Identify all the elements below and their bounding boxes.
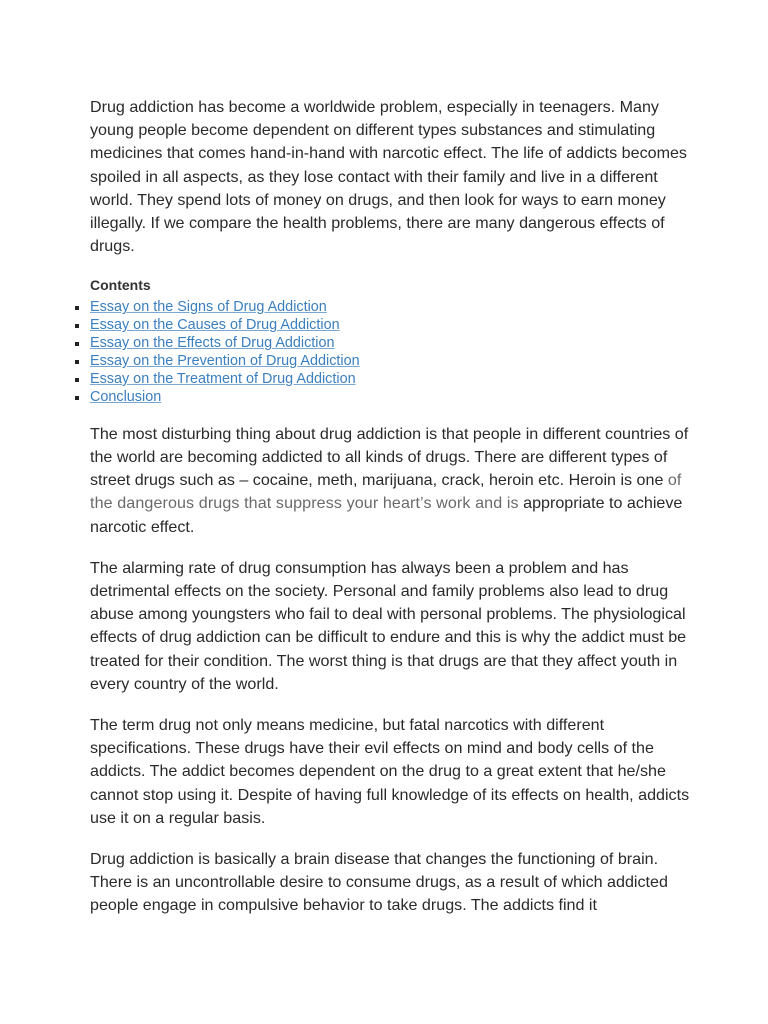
- paragraph-1-ending: appropriate to achieve narcotic effect.: [90, 494, 683, 536]
- contents-item-causes: [90, 317, 690, 335]
- link-effects-of-drug-addiction[interactable]: Essay on the Effects of Drug Addiction: [90, 335, 335, 352]
- square-bullet-icon: [75, 324, 79, 328]
- contents-item-conclusion: [90, 389, 690, 407]
- contents-item-treatment: [90, 371, 690, 389]
- contents-item-effects: [90, 335, 690, 353]
- body-paragraph-1: [90, 423, 690, 539]
- intro-paragraph: Drug addiction has become a worldwide problem, especially in teenagers. Many young people become dependent on different types substances and stimulating medicines that comes hand-in-hand with narcotic effect. The life of addicts becomes spoiled in all aspects, as they lose contact with their family and live in a different world. They spend lots of money on drugs, and then look for ways to earn money illegally. If we compare the health problems, there are many dangerous effects of drugs.: [90, 98, 687, 256]
- square-bullet-icon: [75, 306, 79, 310]
- square-bullet-icon: [75, 342, 79, 346]
- link-prevention-of-drug-addiction[interactable]: Essay on the Prevention of Drug Addiction: [90, 353, 360, 370]
- paragraph-1-text: The most disturbing thing about drug addiction is that people in different countries of the world are becoming addicted to all kinds of drugs. There are different types of street drugs such as – cocaine, meth, marijuana, crack, heroin etc. Heroin is one: [90, 424, 689, 490]
- square-bullet-icon: [75, 360, 79, 364]
- square-bullet-icon: [75, 378, 79, 382]
- paragraph-1-faded-text: of the dangerous drugs that suppress your heart’s work and is: [90, 471, 682, 513]
- body-paragraph-4: Drug addiction is basically a brain disease that changes the functioning of brain. There is an uncontrollable desire to consume drugs, as a result of which addicted people engage in compulsive behavior to take drugs. The addicts find it: [90, 850, 668, 915]
- contents-list: [90, 299, 690, 406]
- link-conclusion[interactable]: Conclusion: [90, 388, 162, 405]
- contents-item-signs: [90, 299, 690, 317]
- contents-item-prevention: [90, 353, 690, 371]
- square-bullet-icon: [75, 396, 79, 400]
- contents-heading: Contents: [90, 277, 151, 294]
- document-page: [90, 96, 690, 918]
- body-paragraph-2: The alarming rate of drug consumption has always been a problem and has detrimental effects on the society. Personal and family problems also lead to drug abuse among youngsters who fail to deal with personal problems. The physiological effects of drug addiction can be difficult to endure and this is why the addict must be treated for their condition. The worst thing is that drugs are that they affect youth in every country of the world.: [90, 558, 687, 693]
- link-signs-of-drug-addiction[interactable]: Essay on the Signs of Drug Addiction: [90, 299, 327, 316]
- body-paragraph-3: The term drug not only means medicine, but fatal narcotics with different specifications. These drugs have their evil effects on mind and body cells of the addicts. The addict becomes dependent on the drug to a great extent that he/she cannot stop using it. Despite of having full knowledge of its effects on health, addicts use it on a regular basis.: [90, 716, 690, 827]
- table-of-contents: [90, 276, 690, 406]
- link-causes-of-drug-addiction[interactable]: Essay on the Causes of Drug Addiction: [90, 317, 340, 334]
- link-treatment-of-drug-addiction[interactable]: Essay on the Treatment of Drug Addiction: [90, 370, 356, 387]
